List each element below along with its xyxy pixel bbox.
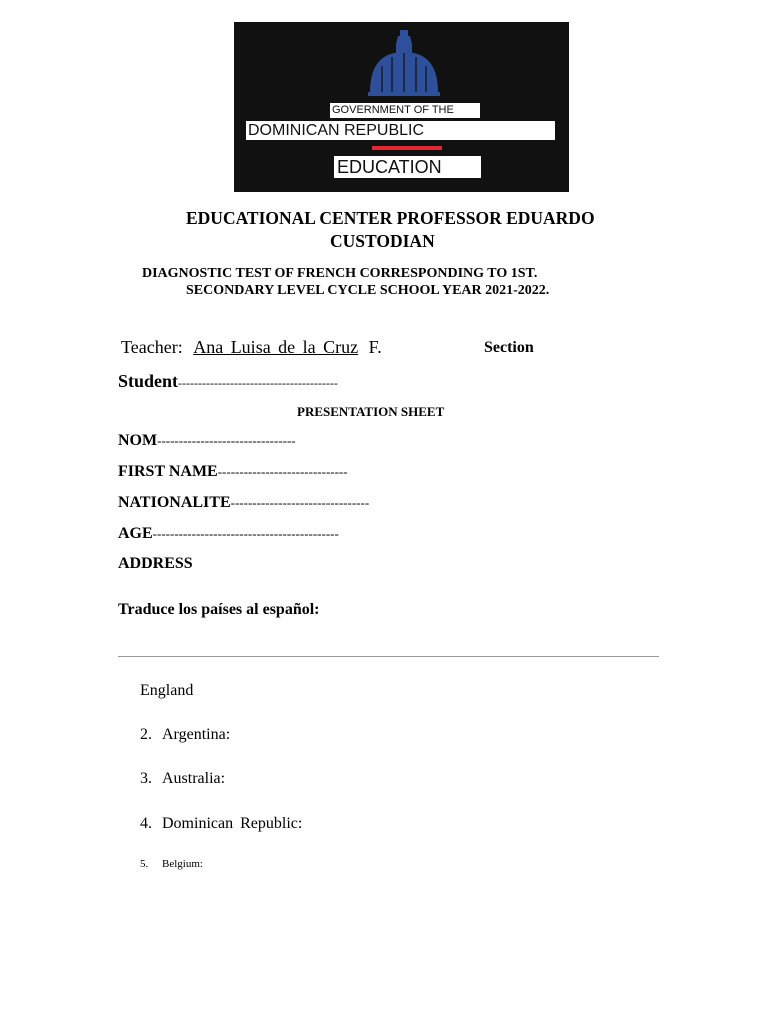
- student-line: [118, 371, 338, 392]
- list-item-number: 5.: [140, 858, 149, 870]
- teacher-name: Ana Luisa de la Cruz: [193, 337, 359, 357]
- list-item: [140, 770, 225, 788]
- ministry-logo: [234, 22, 569, 192]
- field-age: [118, 525, 339, 543]
- test-title-line1: DIAGNOSTIC TEST OF FRENCH CORRESPONDING TO 1ST.: [142, 266, 538, 281]
- list-item: [140, 682, 193, 700]
- logo-government-line: GOVERNMENT OF THE: [330, 103, 480, 118]
- field-label: NOM: [118, 432, 158, 449]
- test-title-line2: SECONDARY LEVEL CYCLE SCHOOL YEAR 2021-2022.: [186, 283, 550, 298]
- field-dashes: -------------------------------------------: [152, 526, 339, 541]
- list-item: [140, 726, 230, 744]
- field-nom: [118, 432, 296, 450]
- field-label: NATIONALITE: [118, 494, 231, 511]
- list-item-number: 2.: [140, 726, 152, 743]
- student-label: Student: [118, 371, 179, 391]
- logo-education-line: EDUCATION: [334, 156, 481, 178]
- school-name-line1: EDUCATIONAL CENTER PROFESSOR EDUARDO: [186, 208, 595, 228]
- logo-accent-line: [372, 146, 442, 150]
- dome-icon: [367, 30, 441, 96]
- teacher-suffix: F.: [368, 337, 382, 357]
- teacher-line: [121, 337, 382, 358]
- teacher-label: Teacher:: [121, 337, 183, 357]
- list-item: [140, 858, 203, 870]
- field-dashes: --------------------------------: [157, 433, 296, 448]
- field-nationalite: [118, 494, 369, 512]
- instruction-text: Traduce los países al español:: [118, 601, 320, 618]
- list-item-number: 4.: [140, 815, 152, 832]
- field-label: FIRST NAME: [118, 463, 218, 480]
- field-dashes: --------------------------------: [230, 495, 370, 510]
- field-label: AGE: [118, 525, 153, 542]
- student-dashes: ----------------------------------------: [178, 376, 338, 390]
- list-item-label: Belgium:: [162, 858, 203, 870]
- school-name-line2: CUSTODIAN: [330, 231, 435, 251]
- logo-country-line: DOMINICAN REPUBLIC: [246, 121, 555, 140]
- divider-line: [118, 656, 659, 657]
- list-item: [140, 815, 302, 833]
- list-item-label: England: [140, 682, 194, 699]
- field-first-name: [118, 463, 348, 481]
- list-item-label: Australia:: [162, 770, 226, 787]
- field-dashes: ------------------------------: [217, 464, 348, 479]
- section-label: Section: [484, 339, 534, 356]
- field-label: ADDRESS: [118, 555, 193, 572]
- list-item-number: 3.: [140, 770, 152, 787]
- presentation-sheet-title: PRESENTATION SHEET: [297, 404, 445, 419]
- field-address: [118, 555, 193, 573]
- list-item-label: Argentina:: [162, 726, 231, 743]
- list-item-label: Dominican Republic:: [162, 815, 303, 832]
